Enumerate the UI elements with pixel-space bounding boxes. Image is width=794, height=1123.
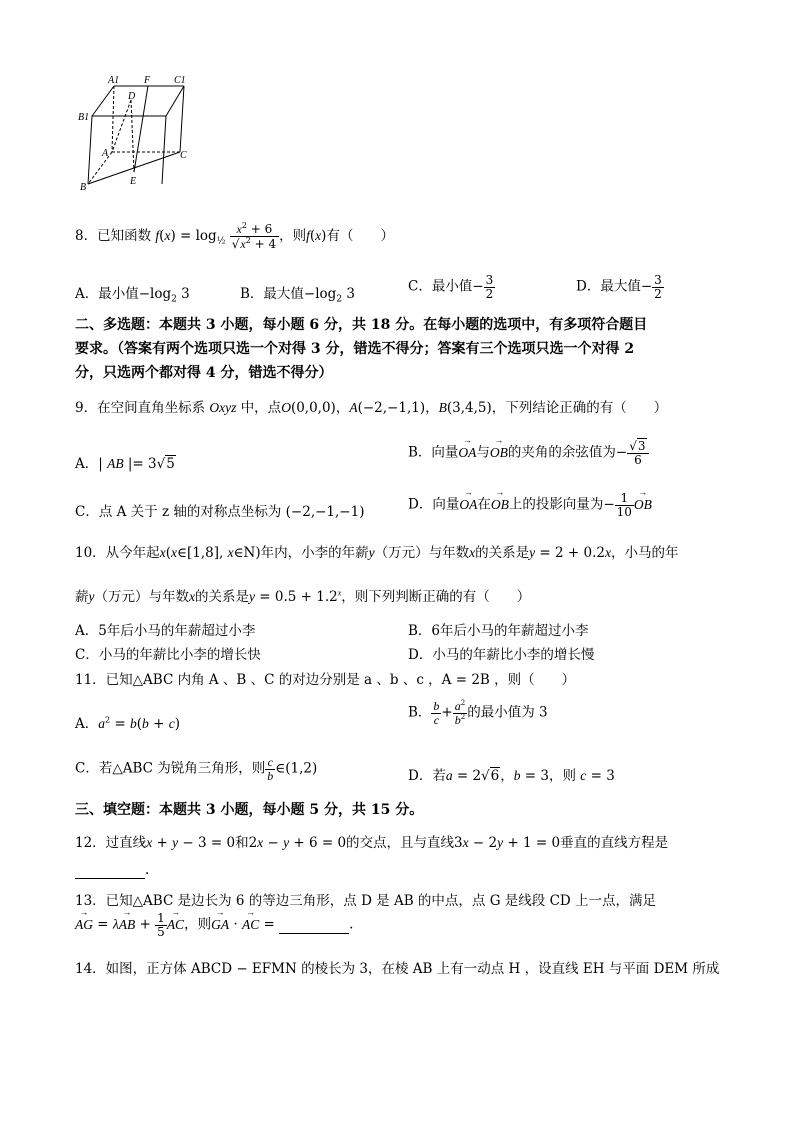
- q10-option-c: C．小马的年薪比小李的增长快: [75, 647, 261, 663]
- q13-answer-blank[interactable]: [279, 917, 349, 934]
- label-b1: B1: [78, 112, 90, 123]
- q12-answer-blank[interactable]: .: [75, 862, 149, 879]
- q11-option-d: D．若a = 2√6，b = 3，则 c = 3: [408, 768, 615, 784]
- q8-option-c: C．最小值− $\frac{3}{2}$: [408, 273, 494, 301]
- section2-line3: 分，只选两个都对得 4 分，错选不得分）: [75, 365, 333, 381]
- label-d: D: [128, 91, 136, 102]
- section2-line2: 要求。（答案有两个选项只选一个对得 3 分，错选不得分；答案有三个选项只选一个对得 2: [75, 341, 635, 357]
- q9-option-b: B．向量→ OA与→ OB的夹角的余弦值为− $\frac{√3}{6}$: [408, 440, 649, 466]
- label-c: C: [180, 150, 187, 161]
- q10-option-a: A．5年后小马的年薪超过小李: [75, 623, 256, 639]
- label-f: F: [144, 75, 151, 86]
- q13-line1: 13．已知△ABC 是边长为 6 的等边三角形，点 D 是 AB 的中点，点 G 是线段 CD 上一点，满足: [75, 893, 657, 909]
- q11-stem: 11．已知△ABC 内角 A 、B 、C 的对边分别是 a 、b 、c ，A = 2B ，则（ ）: [75, 672, 576, 688]
- q10-option-d: D．小马的年薪比小李的增长慢: [408, 647, 595, 663]
- q9-option-a: A．| AB |= 3√5: [75, 456, 175, 472]
- q8-fraction: $\frac{x^2 + 6}{√x^2 + 4}$: [230, 222, 279, 250]
- section3-heading: 三、填空题：本题共 3 小题，每小题 5 分，共 15 分。: [75, 802, 424, 818]
- prism-figure: [76, 72, 196, 194]
- q14-line1: 14．如图，正方体 ABCD − EFMN 的棱长为 3，在棱 AB 上有一动点 H ，设直线 EH 与平面 DEM 所成: [75, 961, 720, 977]
- q8-stem: 8．已知函数 $f(x) = \log_{\frac{1}{2}}$ $\frac{x^2 + 6}{√x^2 + 4}$ ，则f(x)有（ ）: [75, 221, 394, 251]
- label-e: E: [130, 176, 137, 187]
- q8-option-b: B．最大值$-\log_2$ 3: [240, 286, 355, 305]
- section2-line1: 二、多选题：本题共 3 小题，每小题 6 分，共 18 分。在每小题的选项中，有多项符合题目: [75, 317, 648, 333]
- q11-option-c: C．若△ABC 为锐角三角形，则 $\frac{c}{b}$ ∈(1,2): [75, 755, 318, 783]
- q8-option-a: A．最小值$-\log_2$ 3: [75, 286, 190, 305]
- q13-line2: → AG = λ→ AB + $\frac{1}{5}$ → AC，则→ GA · → AC = .: [75, 912, 353, 938]
- q10-line1: 10．从今年起x(x∈[1,8], x∈N)年内，小李的年薪y（万元）与年数x的关系是y = 2 + 0.2x，小马的年: [75, 545, 679, 561]
- q9-stem: 9．在空间直角坐标系 Oxyz 中，点O(0,0,0)，A(−2,−1,1)，B(3,4,5)，下列结论正确的有（ ）: [75, 400, 668, 416]
- q8-option-d: D．最大值− $\frac{3}{2}$: [576, 273, 662, 301]
- label-a: A: [102, 148, 109, 159]
- q11-option-b: B． $\frac{b}{c}$ + $\frac{a^2}{b^2}$ 的最小值为 3: [408, 699, 548, 727]
- label-b: B: [80, 182, 87, 193]
- label-a1: A1: [108, 75, 120, 86]
- q10-option-b: B．6年后小马的年薪超过小李: [408, 623, 589, 639]
- q12-stem: 12．过直线x + y − 3 = 0和2x − y + 6 = 0的交点，且与直线3x − 2y + 1 = 0垂直的直线方程是: [75, 835, 669, 851]
- label-c1: C1: [174, 75, 186, 86]
- q9-option-d: D．向量→ OA在→ OB上的投影向量为− $\frac{1}{10}$ → OB: [408, 492, 652, 518]
- q9-option-c: C．点 A 关于 z 轴的对称点坐标为 (−2,−1,−1): [75, 504, 365, 520]
- q11-option-a: A．$a^2 = b(b + c)$: [75, 715, 180, 732]
- q10-line2: 薪y（万元）与年数x的关系是$y = 0.5 + 1.2^x$，则下列判断正确的有（ ）: [75, 588, 531, 605]
